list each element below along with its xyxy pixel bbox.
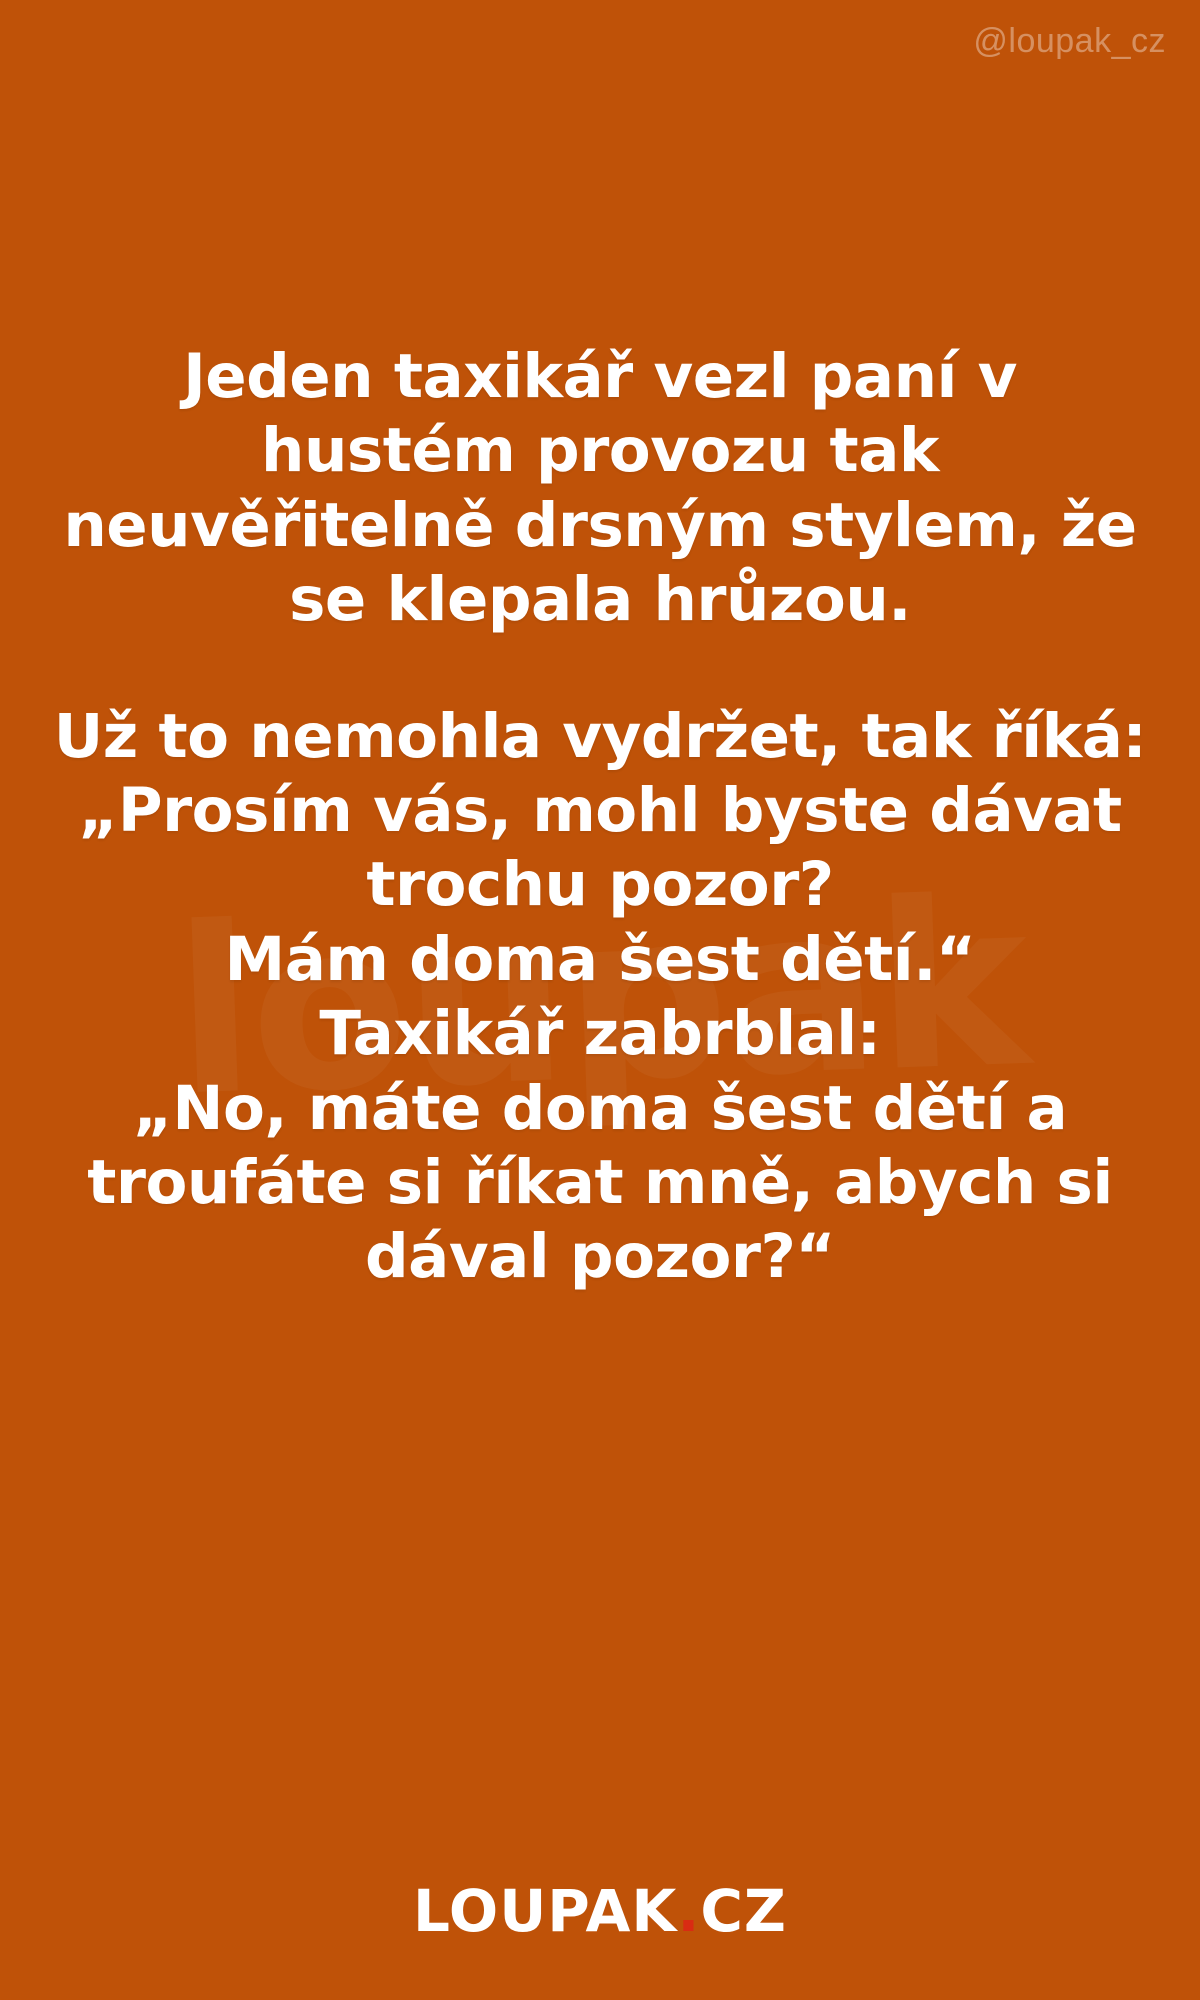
- joke-line: Už to nemohla vydržet, tak říká:: [53, 700, 1147, 772]
- joke-line: hustém provozu tak: [261, 415, 939, 487]
- site-logo-tld: CZ: [700, 1877, 787, 1945]
- paragraph-spacer: [36, 638, 1164, 700]
- account-handle-watermark: @loupak_cz: [973, 22, 1166, 60]
- joke-line: trochu pozor?: [366, 849, 834, 921]
- joke-line: „Prosím vás, mohl byste dávat: [78, 775, 1122, 847]
- site-logo-main: LOUPAK: [413, 1877, 678, 1945]
- joke-line: Taxikář zabrblal:: [319, 998, 881, 1070]
- joke-line: „No, máte doma šest dětí a: [132, 1072, 1068, 1144]
- site-logo[interactable]: [0, 1877, 1200, 1945]
- site-logo-text: [413, 1877, 787, 1945]
- joke-line: Mám doma šest dětí.“: [224, 923, 976, 995]
- joke-line: dával pozor?“: [365, 1221, 835, 1293]
- joke-text: [0, 340, 1200, 1295]
- joke-line: se klepala hrůzou.: [289, 564, 911, 636]
- joke-line: troufáte si říkat mně, abych si: [87, 1147, 1113, 1219]
- joke-line: Jeden taxikář vezl paní v: [183, 341, 1017, 412]
- joke-line: neuvěřitelně drsným stylem, že: [63, 489, 1137, 561]
- site-logo-dot: .: [677, 1877, 701, 1945]
